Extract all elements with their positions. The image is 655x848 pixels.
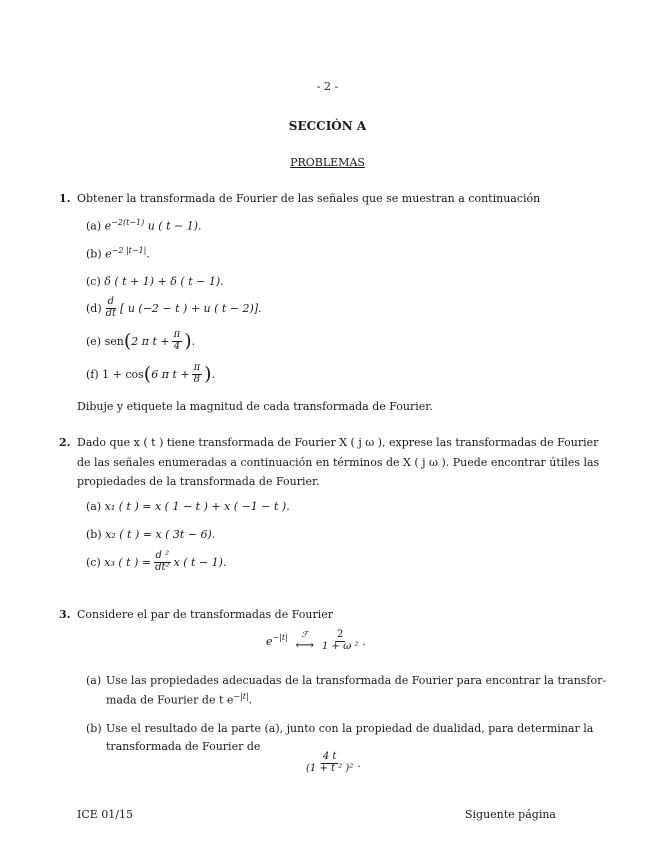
problem-1-number: 1. <box>59 192 71 205</box>
denominator: (1 + t ² )² <box>306 762 354 774</box>
expr-rest: x ( t − 1). <box>173 555 227 569</box>
double-arrow-icon: ⟷ <box>295 637 314 653</box>
expr: e <box>266 634 273 648</box>
text: mada de Fourier de t e <box>106 693 234 707</box>
pi-fraction <box>192 363 203 385</box>
problem-2-line-3: propiedades de la transformada de Fourier. <box>77 475 320 488</box>
problem-1-item-a <box>86 218 202 233</box>
problem-3-item-a-line-1: Use las propiedades adecuadas de la transformada de Fourier para encontrar la transfor- <box>106 674 607 687</box>
problem-1-item-f <box>86 363 215 385</box>
item-label: (b) <box>86 247 102 261</box>
fourier-arrow <box>295 631 314 652</box>
problem-1-item-b <box>86 246 150 261</box>
right-paren: ) <box>204 362 212 385</box>
item-label: (e) <box>86 334 102 348</box>
numerator: π <box>173 329 181 340</box>
problem-2-number: 2. <box>59 436 71 449</box>
problem-3-item-b-label: (b) <box>86 722 102 735</box>
item-label: (a) <box>86 500 102 513</box>
pi-fraction <box>172 330 183 352</box>
subsection-title: PROBLEMAS <box>290 156 365 169</box>
problem-2-item-b <box>86 528 215 541</box>
problem-1-closing: Dibuje y etiquete la magnitud de cada transformada de Fourier. <box>77 400 433 413</box>
pair-fraction <box>320 630 360 652</box>
denominator: 8 <box>193 373 201 385</box>
item-label: (f) <box>86 367 99 381</box>
argument: 2 π t + <box>131 334 170 348</box>
section-title: SECCIÓN A <box>288 119 367 133</box>
left-paren: ( <box>143 362 152 385</box>
denominator: 1 + ω ² <box>321 640 359 652</box>
footer-left: ICE 01/15 <box>77 808 133 821</box>
numerator: 4 t <box>322 751 337 762</box>
item-label: (b) <box>86 528 102 541</box>
function-name: 1 + cos <box>102 367 144 381</box>
problem-2-item-c <box>86 551 226 573</box>
problem-3-item-b-line-1: Use el resultado de la parte (a), junto con la propiedad de dualidad, para determinar la <box>106 722 594 735</box>
item-label: (c) <box>86 275 101 288</box>
expr: e <box>105 247 112 261</box>
problem-1-text: Obtener la transformada de Fourier de las señales que se muestran a continuación <box>77 192 541 205</box>
expr: x₃ ( t ) = <box>104 555 152 569</box>
second-derivative-fraction <box>153 551 171 573</box>
denominator: dt <box>105 307 117 319</box>
problem-2-line-2: de las señales enumeradas a continuación en términos de X ( j ω ). Puede encontrar útiles las <box>77 456 600 469</box>
numerator: 2 <box>337 629 344 640</box>
problem-1-item-e <box>86 330 195 352</box>
left-paren: ( <box>123 329 132 352</box>
argument: 6 π t + <box>151 367 190 381</box>
derivative-fraction <box>104 297 118 319</box>
problem-3-text: Considere el par de transformadas de Fourier <box>77 608 334 621</box>
arrow-label: ℱ <box>301 629 308 639</box>
numerator: π <box>193 362 201 373</box>
numerator: d ² <box>155 550 170 561</box>
function-name: sen <box>104 334 124 348</box>
expr-end: . <box>357 756 361 770</box>
exponent: −|t| <box>272 632 288 642</box>
text-end: . <box>248 693 253 707</box>
expr: e <box>104 219 112 233</box>
exponent: −|t| <box>233 692 249 701</box>
dual-fraction <box>304 752 355 774</box>
denominator: 4 <box>173 340 181 352</box>
right-paren: ) <box>184 329 192 352</box>
expr-rest: [ u (−2 − t ) + u ( t − 2)]. <box>120 301 262 315</box>
exponent: −2(t−1) <box>111 218 145 227</box>
expr-rest: u ( t − 1). <box>147 219 202 233</box>
dual-expression <box>302 752 361 774</box>
expr: δ ( t + 1) + δ ( t − 1). <box>104 275 224 288</box>
item-label: (c) <box>86 555 101 569</box>
expr-end: . <box>362 634 366 648</box>
expr-rest: . <box>146 247 150 261</box>
problem-3-number: 3. <box>59 608 71 621</box>
problem-2-item-a <box>86 500 290 513</box>
exponent: −2 |t−1| <box>111 246 147 255</box>
problem-1-item-c <box>86 275 224 288</box>
expr: x₂ ( t ) = x ( 3t − 6). <box>105 528 216 541</box>
problem-3-item-b-line-2: transformada de Fourier de <box>106 740 261 753</box>
problem-1-item-d <box>86 297 262 319</box>
expr-end: . <box>191 334 196 348</box>
numerator: d <box>107 296 115 307</box>
expr: x₁ ( t ) = x ( 1 − t ) + x ( −1 − t ). <box>104 500 290 513</box>
problem-2-line-1: Dado que x ( t ) tiene transformada de Fourier X ( j ω ), exprese las transformadas de Fourier <box>77 436 599 449</box>
problem-3-item-a-line-2 <box>106 692 252 707</box>
item-label: (a) <box>86 219 102 233</box>
fourier-pair-equation <box>266 630 366 652</box>
page-number: - 2 - <box>316 80 339 93</box>
denominator: dt² <box>155 561 170 573</box>
expr-end: . <box>211 367 216 381</box>
item-label: (d) <box>86 301 102 315</box>
footer-right: Siguente página <box>464 808 556 821</box>
problem-3-item-a-label: (a) <box>86 674 102 687</box>
